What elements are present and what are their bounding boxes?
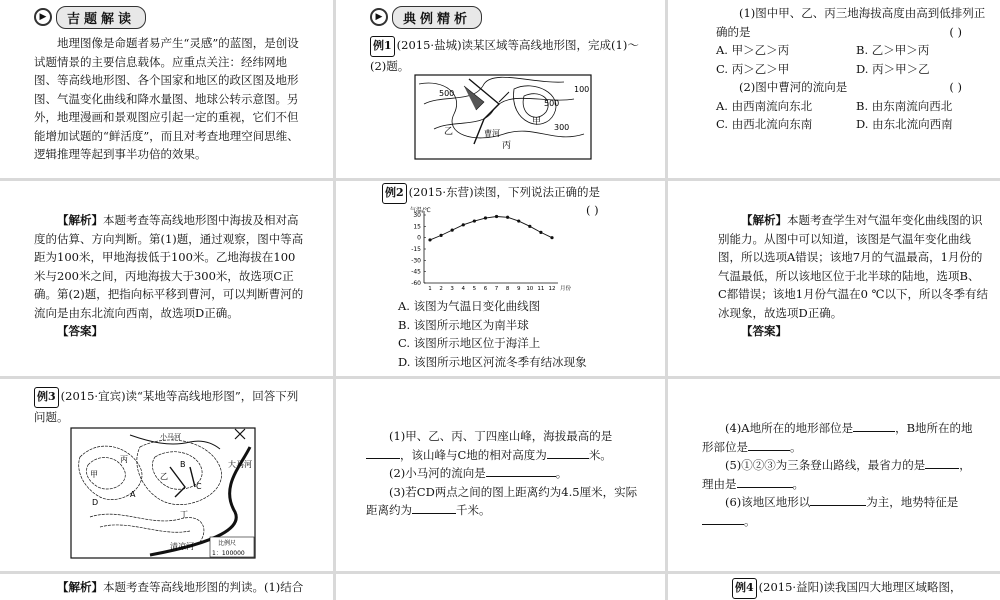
map-label: B [180, 460, 186, 469]
option: B. 该图所示地区为南半球 [398, 317, 529, 332]
section-header [34, 6, 146, 28]
x-axis-label: 月份 [560, 286, 572, 292]
question-text: 。 [555, 466, 568, 480]
answer-blank[interactable] [366, 458, 400, 459]
option: C. 由西北流向东南 [716, 117, 813, 131]
play-icon: ▶ [370, 8, 388, 26]
analysis-label: 【解析】 [57, 580, 103, 594]
example-2-options [398, 297, 658, 371]
data-point [506, 216, 509, 219]
question-text: ，理由是 [702, 458, 971, 491]
data-point [550, 236, 553, 239]
question-1-options [716, 41, 988, 78]
analysis-text: 本题考查学生对气温年变化曲线图的识别能力。从图中可以知道，该图是气温年变化曲线图，所以选项A错误；该地7月的气温最高，1月份的气温最低，所以该地区位于北半球的陆地，选项B、C都错误；该地1月份气温在0 ℃以下，所以冬季有结冰现象，故选项D正确。 [718, 213, 988, 320]
question-text: (6)该地区地形以 [725, 495, 811, 509]
map-label: 大马河 [228, 460, 252, 469]
analysis-block [718, 211, 988, 341]
option: A. 由西南流向东北 [716, 98, 813, 113]
example-3-question: (2015·宜宾)读“某地等高线地形图”，回答下列问题。 [34, 389, 299, 424]
x-tick-label: 8 [505, 286, 510, 292]
answer-label: 【答案】 [741, 324, 787, 338]
question-6 [702, 493, 974, 530]
answer-blank[interactable] [737, 487, 793, 488]
question-block [716, 4, 988, 134]
analysis-label: 【解析】 [57, 213, 103, 227]
example-2-intro [382, 183, 652, 204]
x-tick-label: 1 [428, 286, 432, 292]
option: A. 该图为气温日变化曲线图 [398, 299, 541, 313]
question-text: 。 [790, 439, 802, 454]
question-2 [716, 78, 988, 97]
map-label: 500 [439, 89, 455, 98]
option: B. 由东南流向西北 [856, 98, 953, 113]
question-text: ，B地所在的地形部位是 [702, 421, 973, 454]
section-title: 吉题解读 [56, 6, 146, 29]
y-tick-label: -45 [411, 268, 421, 276]
question-3 [366, 483, 638, 520]
data-point [473, 219, 476, 222]
map-label: 300 [554, 123, 570, 132]
map-label: 甲 [90, 470, 98, 479]
section-header [370, 6, 482, 28]
play-icon: ▶ [34, 8, 52, 26]
option: D. 由东北流向西南 [856, 117, 953, 131]
example-1-intro [370, 36, 645, 75]
data-point [451, 229, 454, 232]
x-tick-label: 5 [472, 286, 477, 292]
map-label: 丙 [502, 141, 512, 151]
y-tick-label: 30 [413, 212, 421, 219]
analysis-paragraph [34, 578, 324, 597]
question-2-options [716, 97, 988, 134]
map-label: 小马河 [160, 433, 181, 441]
guide-paragraph: 地理图像是命题者易产生“灵感”的蓝图，是创设试题情景的主要信息载体。应重点关注：经纬网地图、等高线地形图、各个国家和地区的政区图及地形图、气温变化曲线和降水量图、地球公转示意图。另外，地理漫画和景观图应引起一定的重视，它们不但能增加试题的“鲜活度”，而且对考查地理空间思维、逻辑推理等起到事半功倍的效果。 [34, 36, 299, 161]
question-text: (3)若CD两点之间的图上距离约为4.5厘米，实际距离约为 [366, 484, 638, 517]
question-2-text: (2)图中曹河的流向是 [739, 80, 848, 94]
data-point [539, 231, 542, 234]
question-text: (4)A地所在的地形部位是 [725, 421, 854, 435]
example-1-question: (2015·盐城)读某区域等高线地形图，完成(1)～(2)题。 [370, 38, 639, 73]
x-tick-label: 7 [494, 286, 499, 292]
question-1 [366, 427, 638, 464]
map-label: 500 [544, 99, 560, 108]
map-label: 丁 [180, 510, 188, 519]
analysis-paragraph [34, 211, 304, 322]
analysis-text: 本题考查等高线地形图中海拔及相对高度的估算、方向判断。第(1)题，通过观察，图中等高距为100米，甲地海拔低于100米。乙地海拔在100米与200米之间，丙地海拔大于300米，故选项C正确。第(2)题，把指向标平移到曹河，可以判断曹河的流向是由东北流向西南，故选项D正确。 [34, 213, 304, 320]
panel-example-1 [336, 0, 665, 178]
question-4 [702, 419, 974, 456]
example-tag: 例3 [34, 387, 59, 408]
x-tick-label: 11 [537, 286, 545, 292]
map-label: D [92, 498, 99, 507]
panel-analysis-2 [668, 181, 1000, 376]
contour-map-3 [70, 427, 256, 559]
panel-example-2 [336, 181, 665, 376]
analysis-paragraph [718, 211, 988, 322]
map-label: 甲 [532, 117, 542, 127]
question-block [366, 427, 638, 520]
y-tick-label: -15 [411, 246, 421, 253]
question-text: (5)①②③为三条登山路线，最省力的是 [725, 458, 926, 472]
panel-example-3-questions-a [336, 379, 665, 571]
question-text: 米。 [588, 447, 612, 462]
map-label: 100 [574, 85, 590, 94]
panel-analysis-1 [0, 181, 333, 376]
y-tick-label: -60 [411, 280, 421, 287]
y-tick-label: 0 [417, 234, 421, 242]
panel-example-3-questions-b [668, 379, 1000, 571]
question-1 [716, 4, 988, 41]
question-text: 千米。 [456, 503, 491, 517]
answer-blank[interactable] [412, 513, 456, 514]
analysis-label: 【解析】 [741, 213, 787, 227]
panel-blank [336, 574, 665, 600]
contour-map-1 [414, 74, 592, 160]
answer-blank[interactable] [853, 431, 895, 432]
guide-text-block [34, 34, 304, 164]
map-label: C [196, 482, 202, 491]
example-2-question: (2015·东营)读图，下列说法正确的是 [408, 185, 601, 199]
panel-guide [0, 0, 333, 178]
panel-example-1-questions [668, 0, 1000, 178]
option: C. 丙＞乙＞甲 [716, 61, 790, 76]
y-axis-label: 气温/℃ [410, 207, 431, 214]
data-point [517, 219, 520, 222]
data-point [462, 223, 465, 226]
option: D. 丙＞甲＞乙 [856, 61, 930, 76]
analysis-block [34, 578, 324, 597]
example-3-intro [34, 387, 304, 426]
data-point [428, 238, 431, 241]
example-4-question: (2015·益阳)读我国四大地理区域略图， [758, 580, 962, 594]
y-tick-label: -30 [411, 257, 421, 265]
analysis-block [34, 211, 304, 341]
question-1-text: (1)图中甲、乙、丙三地海拔高度由高到低排列正确的是 [716, 6, 986, 39]
question-block [702, 419, 974, 530]
option: B. 乙＞甲＞丙 [856, 43, 930, 57]
question-2 [366, 464, 638, 483]
temperature-line [430, 217, 552, 240]
question-text: ，该山峰与C地的相对高度为 [400, 447, 547, 462]
x-tick-label: 3 [450, 286, 454, 292]
map-label: 比例尺 [218, 540, 237, 547]
x-tick-label: 10 [526, 286, 534, 292]
section-title: 典例精析 [392, 6, 482, 29]
y-tick-label: 15 [413, 223, 421, 231]
option: A. 甲＞乙＞丙 [716, 43, 790, 57]
question-text: 。 [792, 476, 804, 491]
question-text: 为主，地势特征是 [866, 495, 959, 509]
map-label: 乙 [160, 472, 168, 481]
x-tick-label: 12 [548, 286, 556, 292]
data-point [528, 225, 531, 228]
x-tick-label: 9 [516, 286, 521, 292]
answer-blank[interactable] [547, 458, 589, 459]
map-label: 乙 [444, 127, 454, 137]
map-label: 丙 [120, 455, 128, 464]
example-tag: 例1 [370, 36, 395, 57]
map-label: A [130, 490, 136, 499]
panel-analysis-3 [0, 574, 333, 600]
answer-blank[interactable] [925, 468, 959, 469]
panel-example-4 [668, 574, 1000, 600]
map-label: 清凉河 [170, 542, 194, 551]
map-label: 曹河 [484, 129, 500, 138]
question-text: (1)甲、乙、丙、丁四座山峰，海拔最高的是 [389, 429, 613, 443]
data-point [439, 234, 442, 237]
question-5 [702, 456, 974, 493]
answer-bracket: ( ) [949, 80, 962, 94]
answer-blank[interactable] [702, 524, 744, 525]
question-text: (2)小马河的流向是 [389, 466, 486, 480]
question-text: 。 [744, 513, 756, 528]
x-tick-label: 2 [439, 286, 443, 292]
option: D. 该图所示地区河流冬季有结冰现象 [398, 354, 587, 369]
x-tick-label: 6 [483, 286, 488, 292]
answer-bracket: ( ) [586, 203, 599, 217]
analysis-text: 本题考查等高线地形图的判读。(1)结合 [103, 580, 304, 594]
example-tag: 例2 [382, 183, 407, 204]
data-point [495, 215, 498, 218]
answer-blank[interactable] [748, 450, 790, 451]
example-tag: 例4 [732, 578, 757, 599]
example-4-intro [732, 578, 1000, 599]
map-label: 1：100000 [212, 550, 245, 557]
x-tick-label: 4 [461, 286, 466, 292]
answer-blank[interactable] [810, 505, 866, 506]
data-point [484, 216, 487, 219]
temperature-chart [396, 205, 572, 293]
answer-blank[interactable] [486, 476, 556, 477]
answer-label: 【答案】 [57, 324, 103, 338]
answer-bracket: ( ) [949, 24, 962, 39]
panel-example-3 [0, 379, 333, 571]
option: C. 该图所示地区位于海洋上 [398, 336, 541, 350]
